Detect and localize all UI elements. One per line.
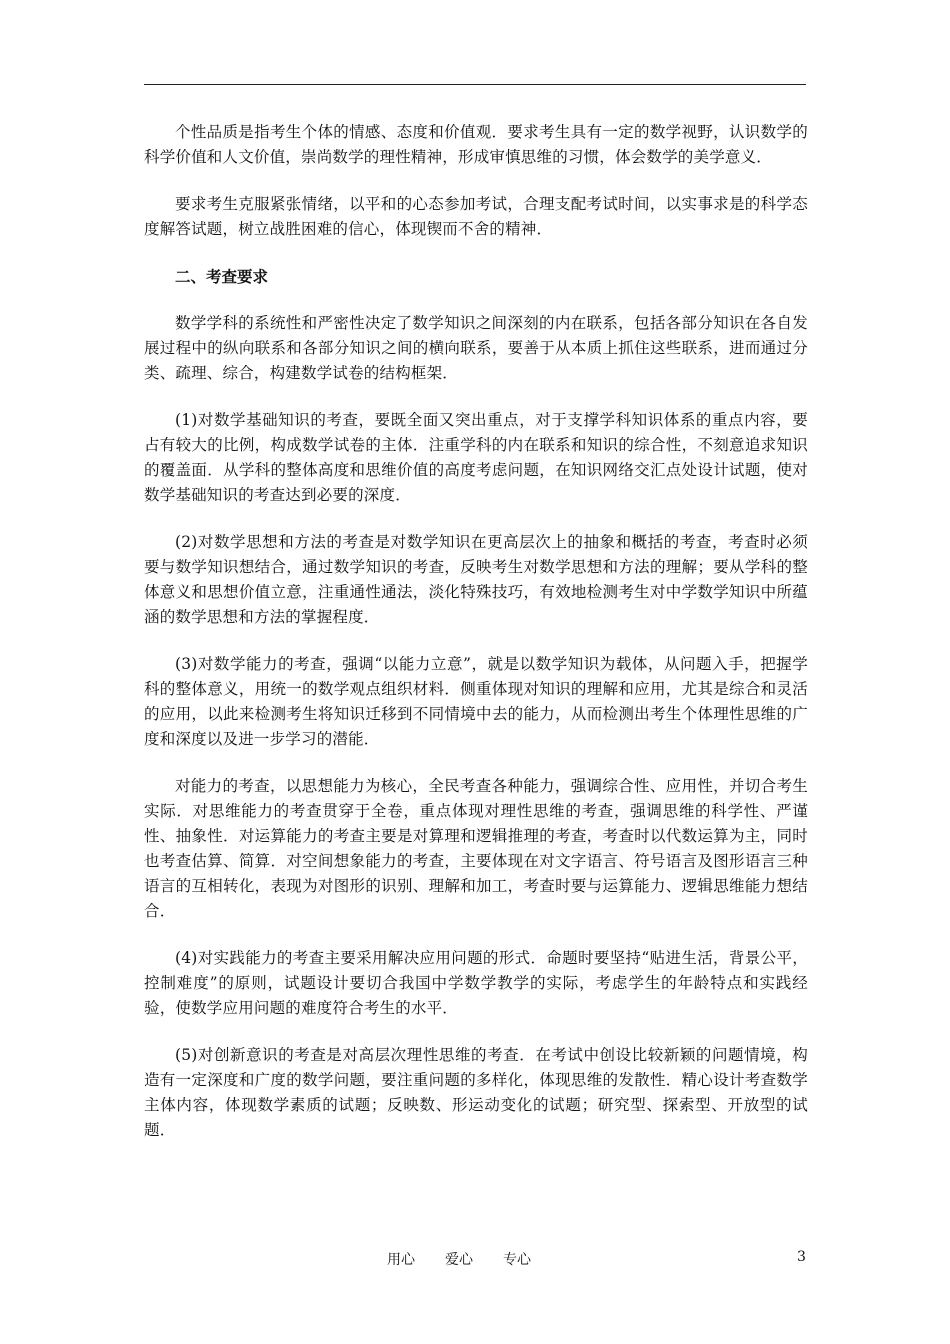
- paragraph-personal-quality: 个性品质是指考生个体的情感、态度和价值观．要求考生具有一定的数学视野，认识数学的科学价值和人文价值，崇尚数学的理性精神，形成审慎思维的习惯，体会数学的美学意义．: [144, 123, 808, 166]
- section-heading: 二、考查要求: [175, 267, 269, 286]
- paragraph-item-2: (2)对数学思想和方法的考查是对数学知识在更高层次上的抽象和概括的考查，考查时必须要与数学知识想结合，通过数学知识的考查，反映考生对数学思想和方法的理解；要从学科的整体意义和思想价值立意，注重通性通法，淡化特殊技巧，有效地检测考生对中学数学知识中所蕴涵的数学思想和方法的掌握程度．: [144, 533, 808, 626]
- document-body: [144, 120, 808, 1165]
- header-rule: [144, 84, 806, 85]
- paragraph-ability-assessment: 对能力的考查，以思想能力为核心，全民考查各种能力，强调综合性、应用性，并切合考生实际．对思维能力的考查贯穿于全卷，重点体现对理性思维的考查，强调思维的科学性、严谨性、抽象性．对运算能力的考查主要是对算理和逻辑推理的考查，考查时以代数运算为主，同时也考查估算、简算．对空间想象能力的考查，主要体现在对文字语言、符号语言及图形语言三种语言的互相转化，表现为对图形的识别、理解和加工，考查时要与运算能力、逻辑思维能力想结合．: [144, 777, 808, 920]
- footer-motto-word: 爱心: [445, 1252, 473, 1268]
- paragraph-exam-attitude: 要求考生克服紧张情绪，以平和的心态参加考试，合理支配考试时间，以实事求是的科学态度解答试题，树立战胜困难的信心，体现锲而不舍的精神．: [144, 195, 808, 238]
- paragraph-systematic-knowledge: 数学学科的系统性和严密性决定了数学知识之间深刻的内在联系，包括各部分知识在各自发展过程中的纵向联系和各部分知识之间的横向联系，要善于从本质上抓住这些联系，进而通过分类、疏理、综合，构建数学试卷的结构框架．: [144, 314, 808, 382]
- footer-motto-word: 专心: [503, 1252, 531, 1268]
- page-footer: [0, 1249, 950, 1273]
- paragraph-item-1: (1)对数学基础知识的考查，要既全面又突出重点，对于支撑学科知识体系的重点内容，要占有较大的比例，构成数学试卷的主体．注重学科的内在联系和知识的综合性，不刻意追求知识的覆盖面．从学科的整体高度和思维价值的高度考虑问题，在知识网络交汇点处设计试题，使对数学基础知识的考查达到必要的深度．: [144, 411, 808, 504]
- footer-motto: [387, 1249, 561, 1269]
- paragraph-item-5: (5)对创新意识的考查是对高层次理性思维的考查．在考试中创设比较新颖的问题情境，构造有一定深度和广度的数学问题，要注重问题的多样化，体现思维的发散性．精心设计考查数学主体内容，体现数学素质的试题；反映数、形运动变化的试题；研究型、探索型、开放型的试题．: [144, 1046, 808, 1139]
- footer-motto-word: 用心: [387, 1252, 415, 1268]
- page-number: 3: [797, 1249, 806, 1265]
- paragraph-item-4: (4)对实践能力的考查主要采用解决应用问题的形式．命题时要坚持“贴进生活，背景公平，控制难度”的原则，试题设计要切合我国中学数学教学的实际，考虑学生的年龄特点和实践经验，使数学应用问题的难度符合考生的水平．: [144, 949, 808, 1017]
- paragraph-item-3: (3)对数学能力的考查，强调“以能力立意”，就是以数学知识为载体，从问题入手，把握学科的整体意义，用统一的数学观点组织材料．侧重体现对知识的理解和应用，尤其是综合和灵活的应用，以此来检测考生将知识迁移到不同情境中去的能力，从而检测出考生个体理性思维的广度和深度以及进一步学习的潜能．: [144, 655, 808, 748]
